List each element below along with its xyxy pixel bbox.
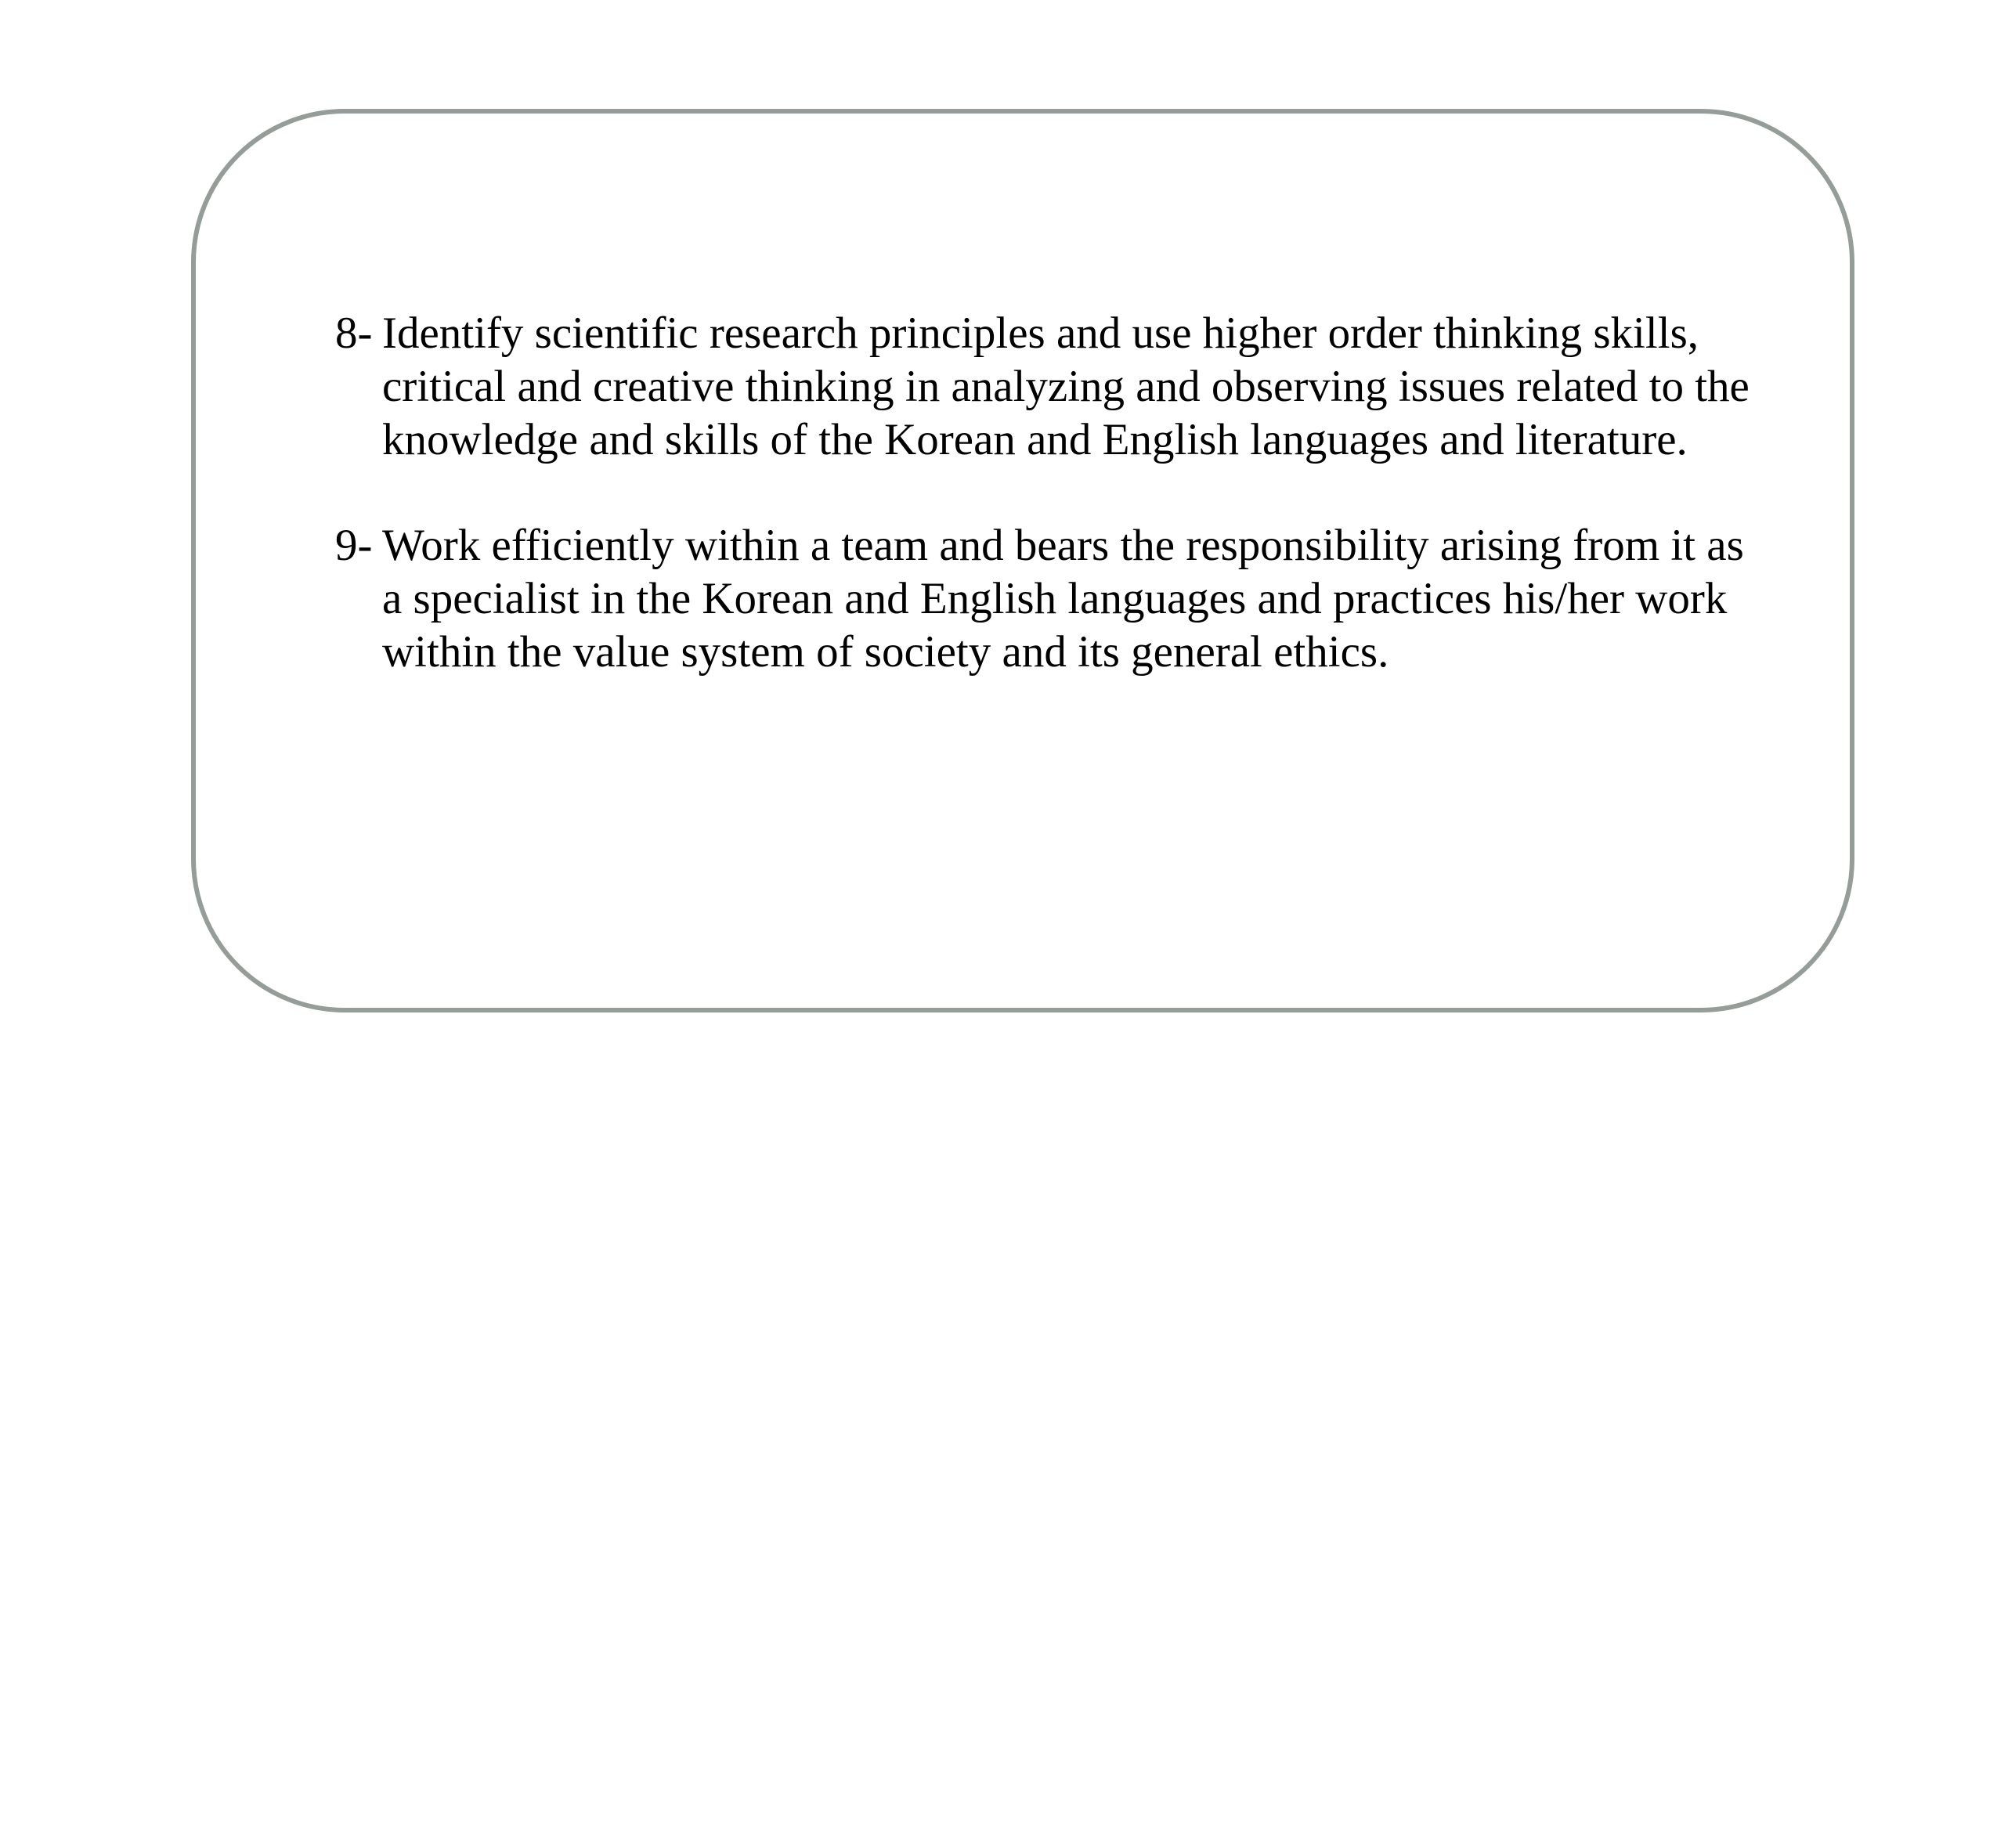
item-number: 8- — [335, 309, 373, 358]
item-number: 9- — [335, 521, 373, 570]
list-item — [335, 307, 1768, 467]
item-text: Identify scientific research principles and use higher order thinking skills, critical and creative thinking in analyzing and observing issues related to the knowledge and skills of the Korean and English languages and literature. — [382, 309, 1750, 464]
list-item — [335, 519, 1768, 679]
outcomes-list — [335, 307, 1768, 731]
item-text: Work efficiently within a team and bears the responsibility arising from it as a specialist in the Korean and English languages and practices his/her work within the value system of society and its general ethics. — [382, 521, 1744, 677]
